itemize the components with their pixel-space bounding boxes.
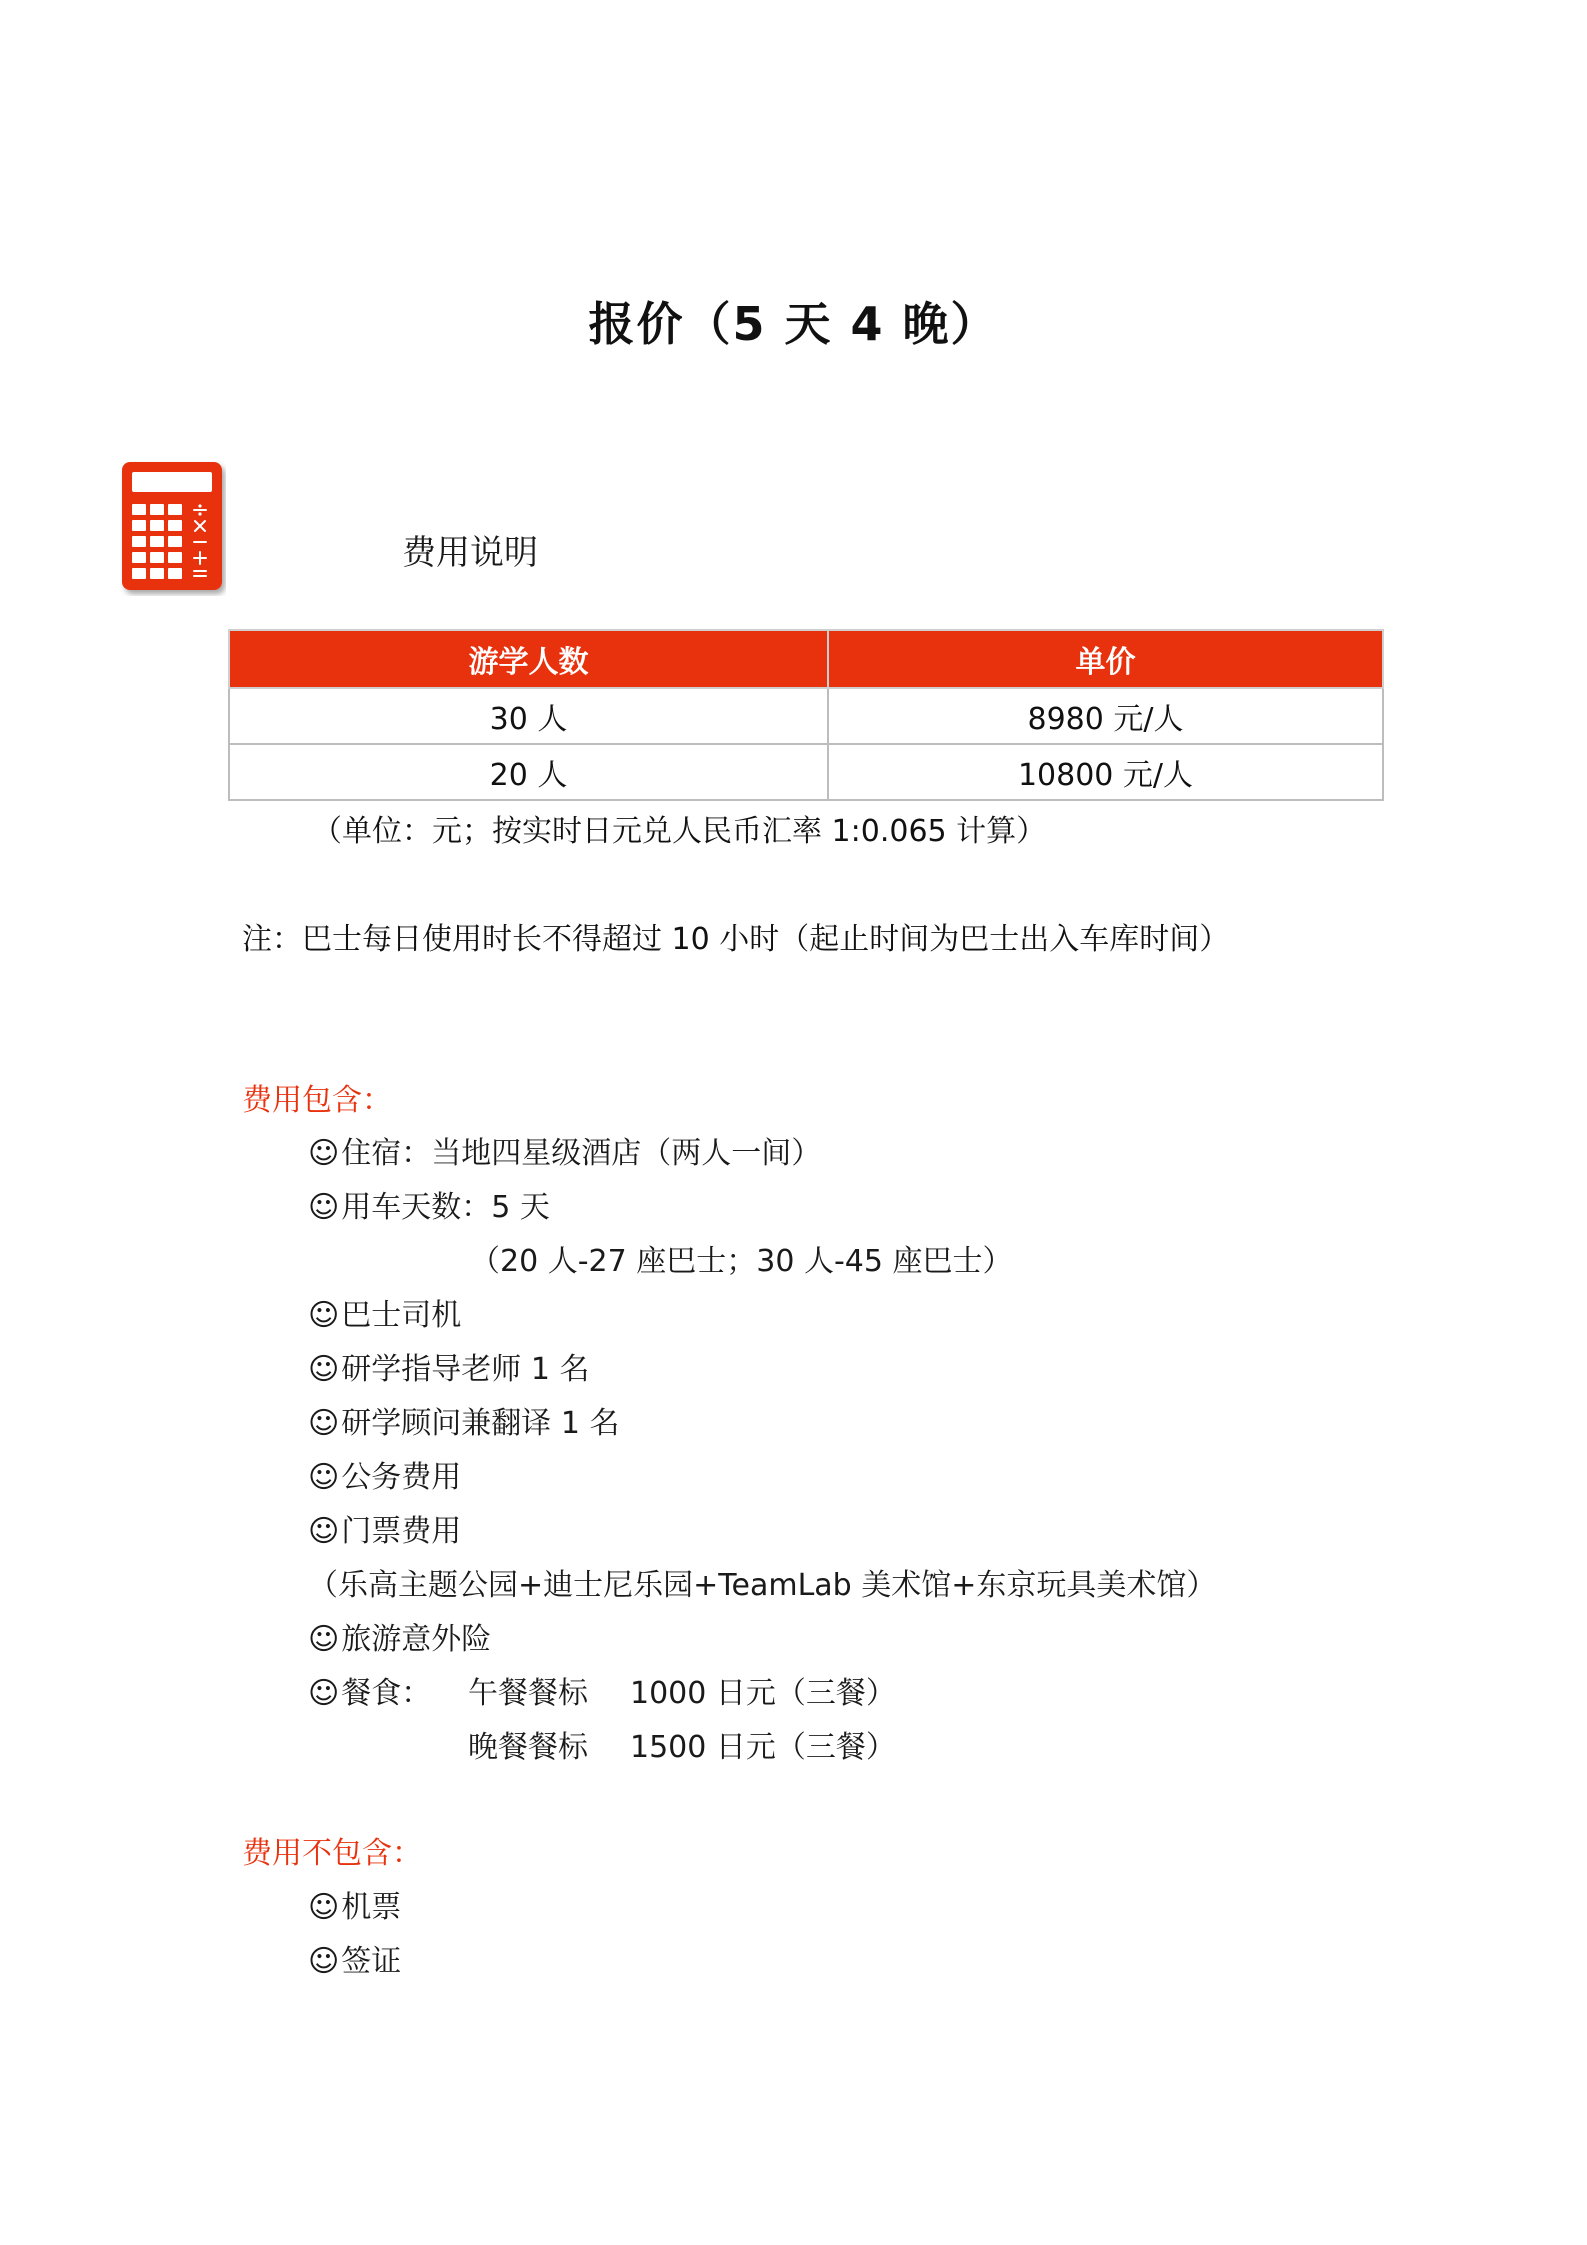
smiley-icon: ☺ [308,1944,340,1979]
header-group-size: 游学人数 [229,630,828,688]
list-item [308,1668,431,1712]
smiley-icon: ☺ [308,1890,340,1925]
item-visa: 签证 [341,1944,402,1979]
smiley-icon: ☺ [308,1298,340,1333]
smiley-icon: ☺ [308,1190,340,1225]
list-item [308,1614,491,1658]
included-heading: 费用包含： [242,1083,392,1118]
cost-description-heading: 费用说明 [402,533,538,573]
cell-unit-price: 8980 元/人 [828,688,1383,744]
smiley-icon: ☺ [308,1676,340,1711]
list-item [308,1344,589,1388]
item-airfare: 机票 [341,1890,402,1925]
item-dinner-value: 1500 日元（三餐） [630,1730,896,1765]
item-lodging: 住宿：当地四星级酒店（两人一间） [341,1136,822,1171]
bus-usage-note: 注：巴士每日使用时长不得超过 10 小时（起止时间为巴士出入车库时间） [242,922,1230,957]
smiley-icon: ☺ [308,1136,340,1171]
item-lunch-value: 1000 日元（三餐） [630,1676,896,1711]
page-title: 报价（5 天 4 晚） [588,297,999,351]
table-row [229,744,1383,800]
list-item [308,1506,461,1550]
item-tickets-detail: （乐高主题公园+迪士尼乐园+TeamLab 美术馆+东京玩具美术馆） [308,1568,1217,1603]
item-teacher: 研学指导老师 1 名 [341,1352,590,1387]
smiley-icon: ☺ [308,1622,340,1657]
item-driver: 巴士司机 [341,1298,462,1333]
price-table [228,629,1384,801]
item-lunch-label: 午餐餐标 [468,1676,588,1711]
item-insurance: 旅游意外险 [341,1622,492,1657]
cell-group-size: 30 人 [229,688,828,744]
item-dinner-label: 晚餐餐标 [468,1730,588,1765]
smiley-icon: ☺ [308,1406,340,1441]
table-row [229,688,1383,744]
unit-note: （单位：元；按实时日元兑人民币汇率 1:0.065 计算） [312,814,1047,849]
item-vehicle-days: 用车天数：5 天 [341,1190,550,1225]
list-item [308,1182,550,1226]
list-item [308,1452,461,1496]
excluded-heading: 费用不包含： [242,1836,422,1871]
item-meals-label: 餐食： [341,1676,432,1711]
cell-group-size: 20 人 [229,744,828,800]
item-vehicle-detail: （20 人-27 座巴士；30 人-45 座巴士） [470,1244,1013,1279]
list-item [308,1128,821,1172]
item-consultant: 研学顾问兼翻译 1 名 [341,1406,620,1441]
list-item [308,1290,461,1334]
cell-unit-price: 10800 元/人 [828,744,1383,800]
item-tickets: 门票费用 [341,1514,462,1549]
smiley-icon: ☺ [308,1460,340,1495]
calculator-icon [120,460,226,596]
list-item [308,1398,619,1442]
smiley-icon: ☺ [308,1514,340,1549]
header-unit-price: 单价 [828,630,1383,688]
list-item [308,1882,401,1926]
table-header-row [229,630,1383,688]
list-item [308,1936,401,1980]
item-official-fee: 公务费用 [341,1460,462,1495]
smiley-icon: ☺ [308,1352,340,1387]
